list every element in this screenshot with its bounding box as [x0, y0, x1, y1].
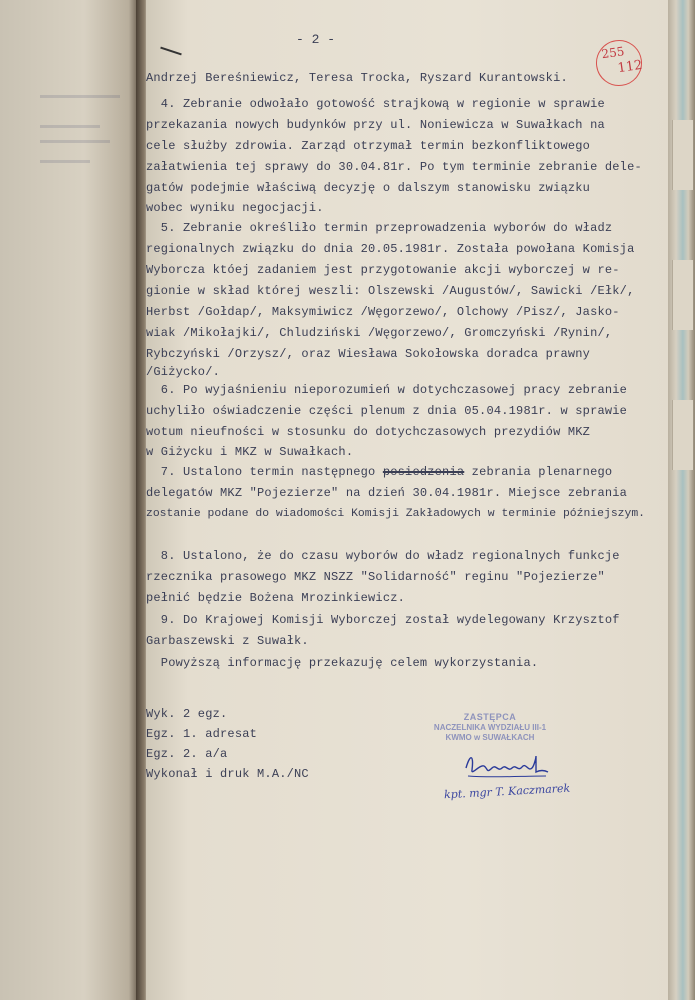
text-line: 5. Zebranie określiło termin przeprowadzenia wyborów do władz	[146, 221, 613, 235]
text-line: Garbaszewski z Suwałk.	[146, 634, 309, 648]
folio-number: 255	[600, 44, 626, 62]
text-line: Rybczyński /Orzysz/, oraz Wiesława Sokołowska doradca prawny	[146, 347, 591, 361]
distribution-line: Egz. 2. a/a	[146, 747, 228, 761]
text-line-with-strikeout	[146, 464, 612, 480]
text-line: rzecznika prasowego MKZ NSZZ "Solidarność" reginu "Pojezierze"	[146, 570, 605, 584]
text-line: delegatów MKZ "Pojezierze" na dzień 30.04.1981r. Miejsce zebrania	[146, 486, 628, 500]
distribution-line: Wyk. 2 egz.	[146, 707, 228, 721]
text-line: w Giżycku i MKZ w Suwałkach.	[146, 445, 354, 459]
text-line: 9. Do Krajowej Komisji Wyborczej został wydelegowany Krzysztof	[146, 613, 620, 627]
text-line: załatwienia tej sprawy do 30.04.81r. Po tym terminie zebranie dele-	[146, 160, 642, 174]
text-line: przekazania nowych budynków przy ul. Noniewicza w Suwałkach na	[146, 118, 605, 132]
struck-word: posiedzenia	[382, 465, 465, 479]
stamp-line: ZASTĘPCA	[463, 712, 517, 722]
text-line: 4. Zebranie odwołało gotowość strajkową w regionie w sprawie	[146, 97, 605, 111]
text-line: wotum nieufności w stosunku do dotychczasowych prezydiów MKZ	[146, 425, 591, 439]
text-line: pełnić będzie Bożena Mrozinkiewicz.	[146, 591, 406, 605]
text-line: gionie w skład której weszli: Olszewski /Augustów/, Sawicki /Ełk/,	[146, 284, 635, 298]
text-line: regionalnych związku do dnia 20.05.1981r. Została powołana Komisja	[146, 242, 635, 256]
folio-number-stamp	[593, 37, 645, 89]
text-line: 8. Ustalono, że do czasu wyborów do władz regionalnych funkcje	[146, 549, 620, 563]
handwritten-name-note: kpt. mgr T. Kaczmarek	[443, 781, 571, 802]
text-line: Andrzej Bereśniewicz, Teresa Trocka, Ryszard Kurantowski.	[146, 71, 568, 85]
text-line: Wyborcza któej zadaniem jest przygotowanie akcji wyborczej w re-	[146, 263, 620, 277]
text-segment: zebrania plenarnego	[464, 465, 613, 479]
text-line: gatów podejmie właściwą decyzję o dalszym stanowisku związku	[146, 181, 591, 195]
text-line: zostanie podane do wiadomości Komisji Zakładowych w terminie późniejszym.	[146, 508, 645, 520]
text-line: cele służby zdrowia. Zarząd otrzymał termin bezkonfliktowego	[146, 139, 591, 153]
handwritten-signature	[462, 748, 552, 782]
stamp-line: KWMO w SUWAŁKACH	[445, 733, 535, 742]
page-number: - 2 -	[296, 32, 336, 47]
text-line: Powyższą informację przekazuję celem wykorzystania.	[146, 656, 539, 670]
text-line: 6. Po wyjaśnieniu nieporozumień w dotychczasowej pracy zebranie	[146, 383, 628, 397]
text-line: uchyliło oświadczenie części plenum z dnia 05.04.1981r. w sprawie	[146, 404, 628, 418]
text-line: wobec wyniku negocjacji.	[146, 201, 324, 215]
stamp-line: NACZELNIKA WYDZIAŁU III-1	[433, 723, 547, 732]
distribution-line: Egz. 1. adresat	[146, 727, 258, 741]
distribution-line: Wykonał i druk M.A./NC	[146, 767, 309, 781]
pen-dash-mark	[160, 47, 182, 56]
folio-number: 112	[616, 57, 644, 77]
text-line: wiak /Mikołajki/, Chludziński /Węgorzewo/, Gromczyński /Rynin/,	[146, 326, 613, 340]
text-line: /Giżycko/.	[146, 365, 221, 379]
text-segment: 7. Ustalono termin następnego	[146, 465, 383, 479]
text-line: Herbst /Gołdap/, Maksymiwicz /Węgorzewo/, Olchowy /Pisz/, Jasko-	[146, 305, 620, 319]
